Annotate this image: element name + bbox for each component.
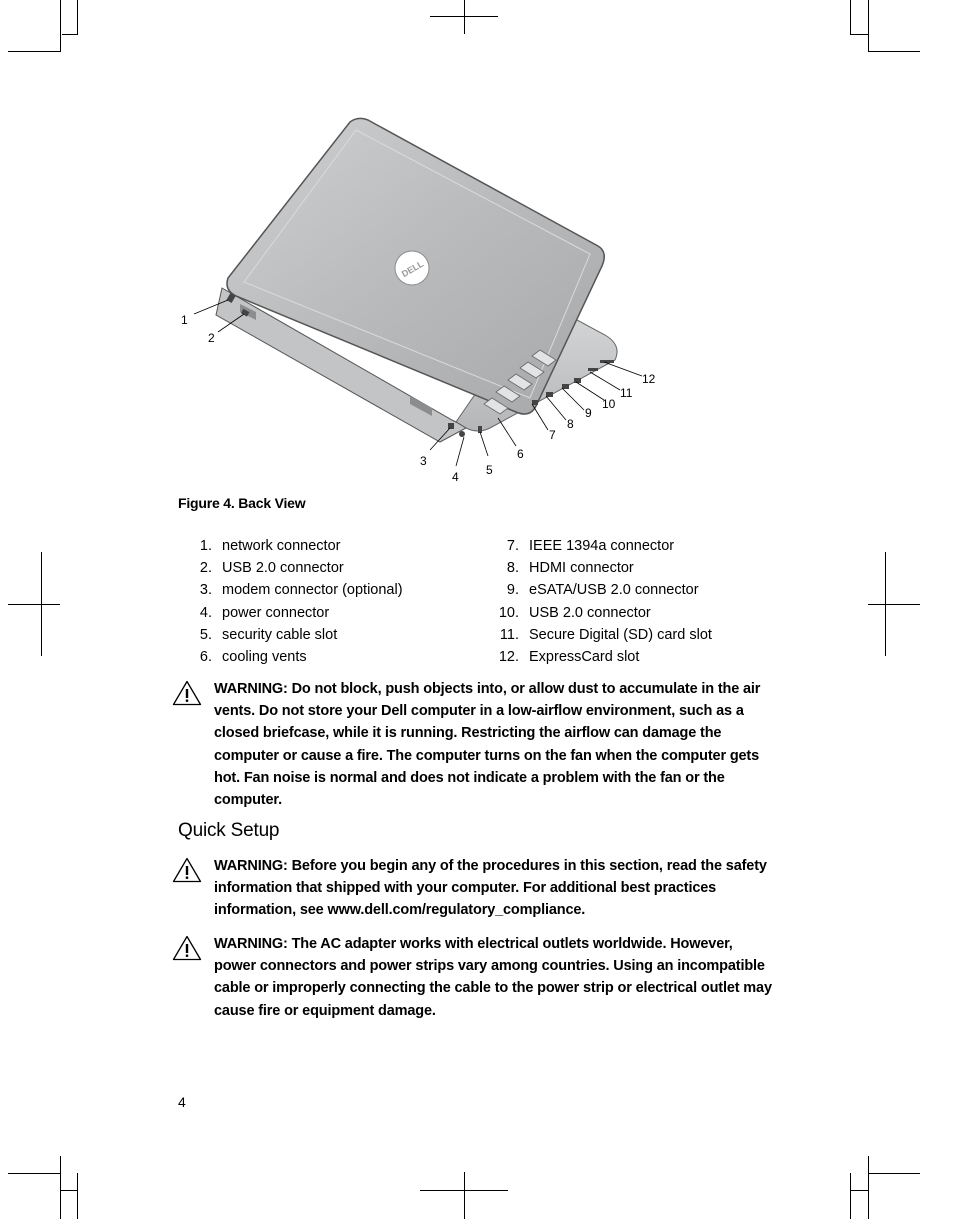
- list-item: 7. IEEE 1394a connector: [506, 538, 675, 554]
- callout-9: 9: [585, 406, 592, 420]
- laptop-illustration: [160, 110, 680, 490]
- callout-3: 3: [420, 454, 427, 468]
- warning-triangle-icon: [172, 935, 202, 961]
- warning-text: WARNING: Before you begin any of the procedures in this section, read the safety information that shipped with your computer. For additional best practices information, see www.dell.com/regulatory_compliance.: [214, 858, 767, 919]
- dell-logo: DELL: [399, 258, 426, 280]
- list-item: 9. eSATA/USB 2.0 connector: [506, 582, 699, 599]
- warning-triangle-icon: [172, 857, 202, 883]
- figure-caption: Figure 4. Back View: [178, 495, 306, 511]
- warning-text: WARNING: The AC adapter works with electrical outlets worldwide. However, power connectors and power strips vary among countries. Using an incompatible cable or improperly connecting the cable to the power strip or electrical outlet may cause fire or equipment damage.: [214, 936, 772, 1019]
- list-item: 6. cooling vents: [199, 648, 307, 665]
- list-item: 12. ExpressCard slot: [498, 648, 640, 665]
- callout-10: 10: [602, 397, 616, 411]
- callout-8: 8: [567, 417, 574, 431]
- list-item: 4. power connector: [199, 604, 330, 621]
- list-item: 5. security cable slot: [199, 626, 338, 643]
- callout-5: 5: [486, 463, 493, 477]
- callout-2: 2: [208, 331, 215, 345]
- warning-triangle-icon: [172, 680, 202, 706]
- list-item: 8. HDMI connector: [506, 560, 634, 577]
- callout-6: 6: [517, 447, 524, 461]
- page-number: 4: [178, 1094, 186, 1110]
- list-item: 10. USB 2.0 connector: [498, 604, 651, 621]
- list-item: 3. modem connector (optional): [199, 582, 403, 599]
- callout-4: 4: [452, 470, 459, 484]
- warning-text: WARNING: Do not block, push objects into, or allow dust to accumulate in the air vents. Do not store your Dell computer in a low-airflow environment, such as a closed briefcase, while it is running. Restricting the airflow can damage the computer or cause a fire. The computer turns on the fan when the computer gets hot. Fan noise is normal and does not indicate a problem with the fan or the computer.: [214, 681, 761, 809]
- callout-12: 12: [642, 372, 656, 386]
- list-item: 11. Secure Digital (SD) card slot: [499, 626, 712, 643]
- callout-11: 11: [620, 386, 633, 400]
- callout-1: 1: [181, 313, 188, 327]
- section-heading: Quick Setup: [178, 820, 280, 841]
- laptop-back-view-figure: [160, 110, 680, 490]
- component-list-right: [497, 535, 712, 668]
- component-list-left: [190, 535, 403, 668]
- list-item: 2. USB 2.0 connector: [199, 560, 344, 577]
- callout-7: 7: [549, 428, 556, 442]
- list-item: 1. network connector: [199, 538, 341, 554]
